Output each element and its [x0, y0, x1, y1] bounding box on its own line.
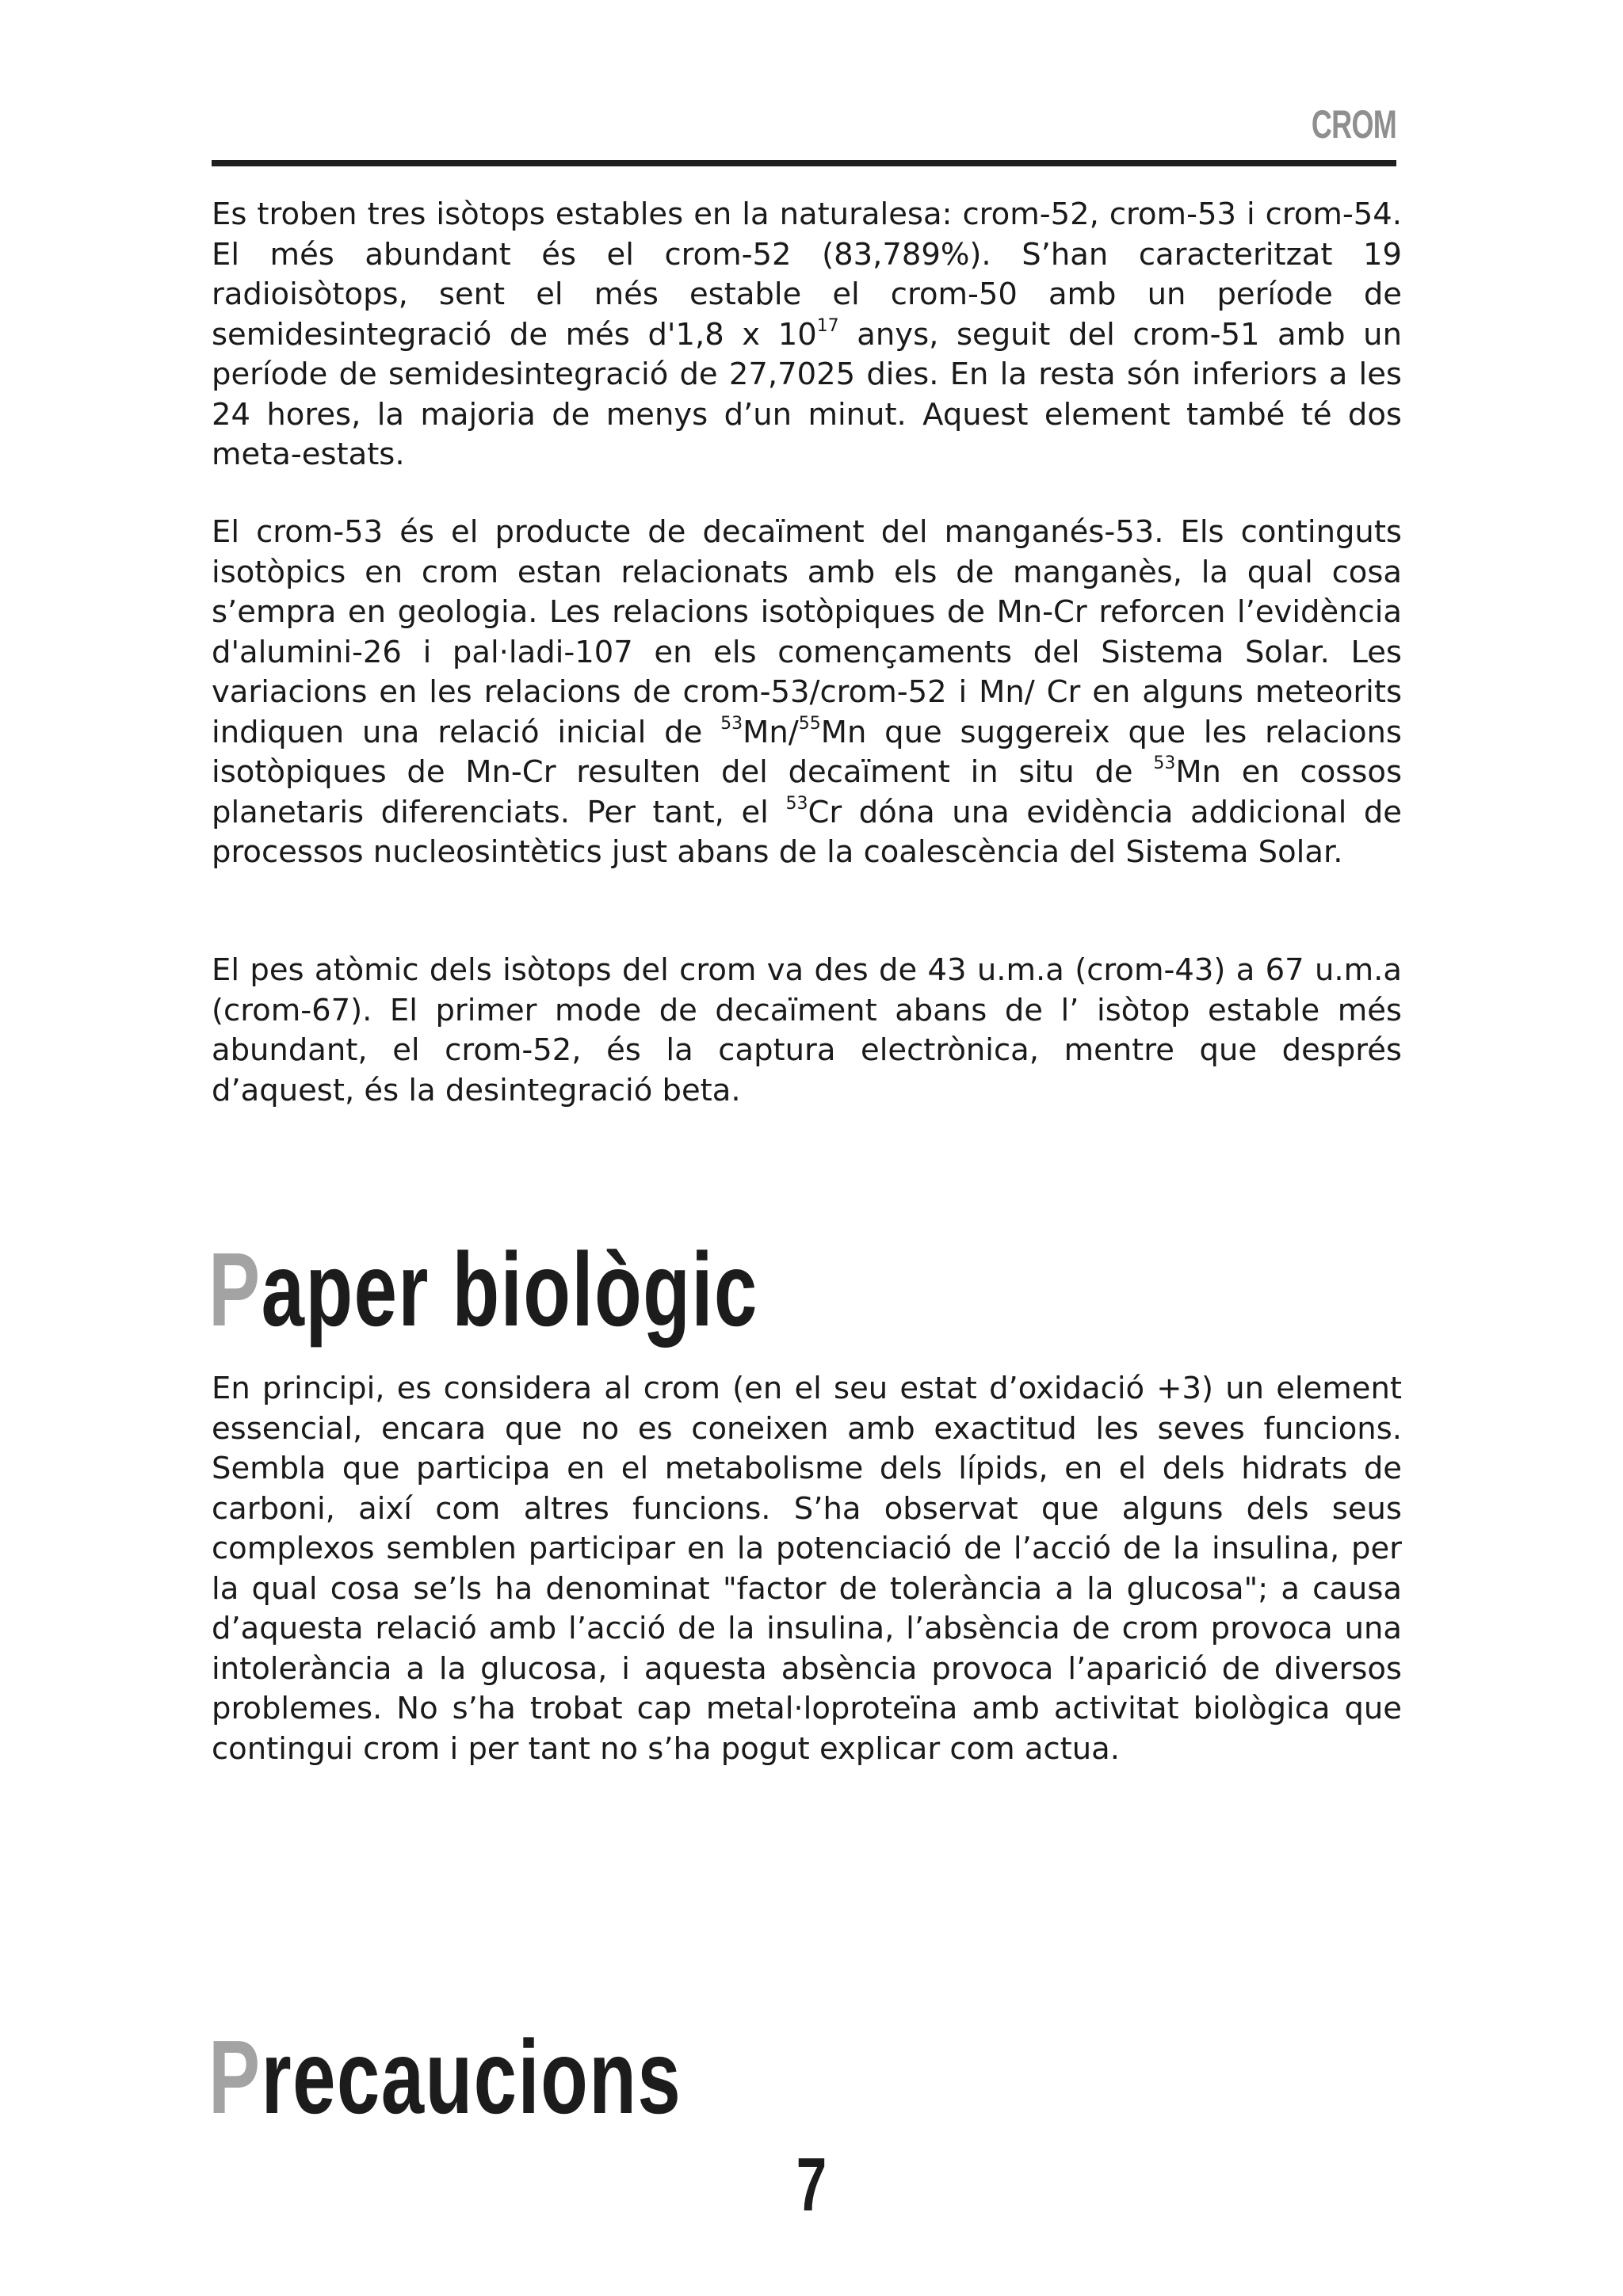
- paragraph-decay: [212, 513, 1402, 873]
- section-heading-biological-role: [208, 1231, 758, 1348]
- paragraph-text: anys, seguit del crom-51 amb un període de semidesintegració de 27,7025 dies. En la resta són inferiors a les 24 hores, la majoria de menys d’un minut. Aquest element també té dos meta-estats.: [212, 316, 1402, 472]
- running-title: CROM: [1311, 102, 1396, 147]
- page-number: 7: [796, 2142, 827, 2227]
- paragraph-biological-role: En principi, es considera al crom (en el seu estat d’oxidació +3) un element essencial, encara que no es coneixen amb exactitud les seves funcions. Sembla que participa en el metabolisme dels lípids, en el dels hidrats de carboni, així com altres funcions. S’ha observat que alguns dels seus complexos semblen participar en la potenciació de l’acció de la insulina, per la qual cosa se’ls ha denominat "factor de tolerància a la glucosa"; a causa d’aquesta relació amb l’acció de la insulina, l’absència de crom provoca una intolerància a la glucosa, i aquesta absència provoca l’aparició de diversos problemes. No s’ha trobat cap metal·loproteïna amb activitat biològica que contingui crom i per tant no s’ha pogut explicar com actua.: [212, 1371, 1402, 1767]
- header-rule: [212, 160, 1396, 166]
- heading-initial: P: [208, 2019, 262, 2135]
- paragraph-text: El crom-53 és el producte de decaïment del manganés-53. Els continguts isotòpics en crom estan relacionats amb els de manganès, la qual cosa s’empra en geologia. Les relacions isotòpiques de Mn-Cr reforcen l’evidència d'alumini-26 i pal·ladi-107 en els començaments del Sistema Solar. Les variacions en les relacions de crom-53/crom-52 i Mn/ Cr en alguns meteorits indiquen una relació inicial de: [212, 514, 1402, 750]
- paragraph-isotopes: [212, 195, 1402, 475]
- heading-rest: recaucions: [261, 2019, 682, 2135]
- paragraph-text: Mn en cossos planetaris diferenciats. Per tant, el: [212, 754, 1402, 830]
- superscript: 53: [1153, 753, 1176, 774]
- paragraph-text: Cr dóna una evidència addicional de processos nucleosintètics just abans de la coalescència del Sistema Solar.: [212, 794, 1402, 870]
- section-heading-precautions: [208, 2019, 682, 2135]
- paragraph-atomic-weight: El pes atòmic dels isòtops del crom va des de 43 u.m.a (crom-43) a 67 u.m.a (crom-67). El primer mode de decaïment abans de l’ isòtop estable més abundant, el crom-52, és la captura electrònica, mentre que després d’aquest, és la desintegració beta.: [212, 952, 1402, 1108]
- paragraph-text: Mn que suggereix que les relacions isotòpiques de Mn-Cr resulten del decaïment in situ de: [212, 714, 1402, 790]
- heading-initial: P: [208, 1231, 262, 1348]
- superscript: 53: [785, 793, 808, 814]
- paragraph-text: Es troben tres isòtops estables en la naturalesa: crom-52, crom-53 i crom-54. El més abundant és el crom-52 (83,789%). S’han caracteritzat 19 radioisòtops, sent el més estable el crom-50 amb un període de semidesintegració de més d'1,8 x 10: [212, 196, 1402, 353]
- superscript: 55: [798, 713, 821, 734]
- paragraph-text: Mn/: [743, 714, 799, 750]
- superscript: 53: [720, 713, 743, 734]
- heading-rest: aper biològic: [261, 1231, 758, 1348]
- superscript: 17: [816, 315, 839, 336]
